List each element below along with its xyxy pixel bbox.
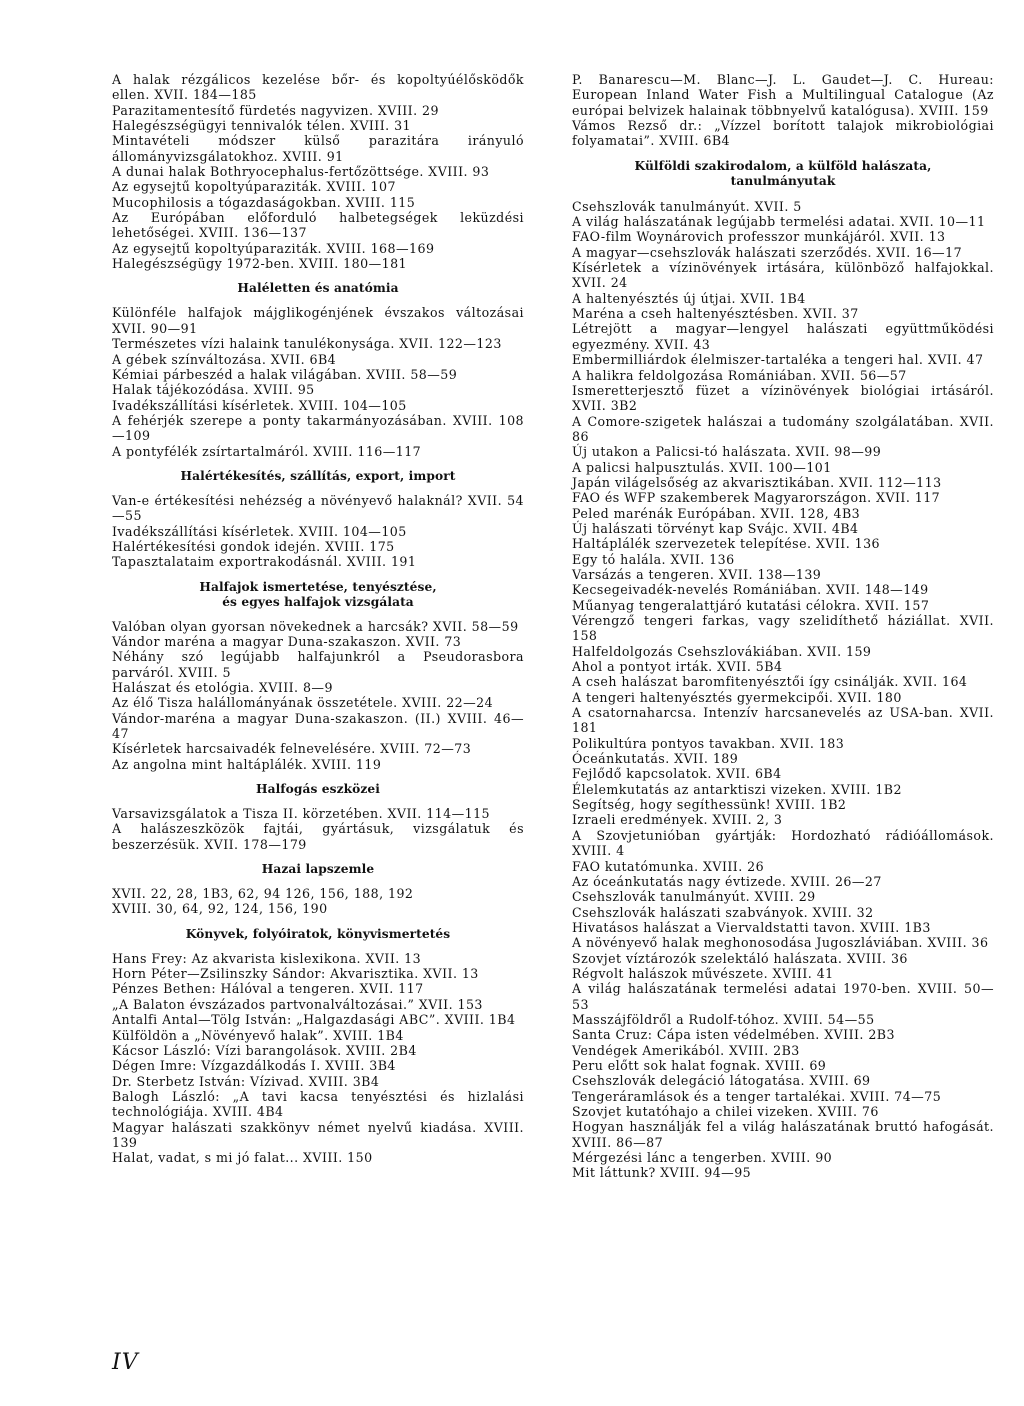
index-entry: Ismeretterjesztő füzet a vízinövények biológiai irtásáról. XVII. 3B2 bbox=[572, 382, 994, 414]
index-entry: Létrejött a magyar—lengyel halászati együttműködési egyezmény. XVII. 43 bbox=[572, 321, 994, 352]
section-heading: Könyvek, folyóiratok, könyvismertetés bbox=[185, 926, 451, 941]
index-entry: Kecsegeivadék-nevelés Romániában. XVII. 148—149 bbox=[572, 582, 929, 598]
index-entry: Vérengző tengeri farkas, vagy szelidíthető háziállat. XVII. 158 bbox=[572, 613, 994, 644]
index-entry: Műanyag tengeralattjáró kutatási célokra. XVII. 157 bbox=[572, 597, 930, 613]
index-entry: Dégen Imre: Vízgazdálkodás I. XVIII. 3B4 bbox=[112, 1058, 396, 1074]
index-entry: Halak tájékozódása. XVIII. 95 bbox=[112, 382, 315, 398]
index-entry: Pénzes Bethen: Hálóval a tengeren. XVII. 117 bbox=[112, 981, 424, 997]
index-entry: Egy tó halála. XVII. 136 bbox=[572, 551, 735, 567]
index-entry: XVII. 22, 28, 1B3, 62, 94 126, 156, 188, 192 bbox=[112, 886, 414, 902]
index-entry: Az Európában előforduló halbetegségek leküzdési lehetőségei. XVIII. 136—137 bbox=[112, 210, 524, 241]
index-entry: Kémiai párbeszéd a halak világában. XVIII. 58—59 bbox=[112, 366, 458, 382]
index-entry: A világ halászatának legújabb termelési adatai. XVII. 10—11 bbox=[572, 214, 986, 230]
index-entry: Hogyan használják fel a világ halászatának bruttó hafogását. XVIII. 86—87 bbox=[572, 1119, 994, 1150]
index-entry: Óceánkutatás. XVII. 189 bbox=[572, 751, 739, 767]
index-entry: Tengeráramlások és a tenger tartalékai. XVIII. 74—75 bbox=[572, 1088, 942, 1104]
index-entry: Embermilliárdok élelmiszer-tartaléka a tengeri hal. XVII. 47 bbox=[572, 352, 984, 368]
index-entry: Régvolt halászok művészete. XVIII. 41 bbox=[572, 965, 834, 981]
index-entry: A Comore-szigetek halászai a tudomány szolgálatában. XVII. 86 bbox=[572, 413, 994, 444]
index-entry: „A Balaton évszázados partvonalváltozásai.” XVII. 153 bbox=[112, 996, 483, 1012]
index-entry: A világ halászatának termelési adatai 1970-ben. XVIII. 50—53 bbox=[572, 981, 994, 1012]
index-entry: Mit láttunk? XVIII. 94—95 bbox=[572, 1165, 752, 1181]
index-entry: A halászeszközök fajtái, gyártásuk, vizsgálatuk és beszerzésük. XVII. 178—179 bbox=[112, 821, 524, 852]
index-entry: Parazitamentesítő fürdetés nagyvizen. XVIII. 29 bbox=[112, 102, 439, 118]
index-entry: Az egysejtű kopoltyúparaziták. XVIII. 107 bbox=[112, 179, 396, 195]
index-entry: Maréna a cseh haltenyésztésben. XVII. 37 bbox=[572, 306, 859, 322]
index-entry: Halegészségügy 1972-ben. XVIII. 180—181 bbox=[112, 256, 407, 272]
index-entry: Ivadékszállítási kísérletek. XVIII. 104—105 bbox=[112, 523, 407, 539]
index-entry: Antalfi Antal—Tölg István: „Halgazdasági ABC”. XVIII. 1B4 bbox=[112, 1012, 516, 1028]
section-heading: Halértékesítés, szállítás, export, import bbox=[180, 468, 456, 483]
index-entry: Csehszlovák tanulmányút. XVII. 5 bbox=[572, 198, 802, 214]
index-entry: Fejlődő kapcsolatok. XVII. 6B4 bbox=[572, 766, 782, 782]
index-entry: Az egysejtű kopoltyúparaziták. XVIII. 168—169 bbox=[112, 240, 435, 256]
index-entry: XVIII. 30, 64, 92, 124, 156, 190 bbox=[112, 901, 328, 917]
index-entry: Csehszlovák delegáció látogatása. XVIII. 69 bbox=[572, 1073, 871, 1089]
index-entry: Japán világelsőség az akvarisztikában. XVII. 112—113 bbox=[572, 474, 942, 490]
index-entry: Van-e értékesítési nehézség a növényevő halaknál? XVII. 54—55 bbox=[112, 492, 524, 524]
index-entry: Varsázás a tengeren. XVII. 138—139 bbox=[572, 566, 822, 582]
index-entry: Santa Cruz: Cápa isten védelmében. XVIII. 2B3 bbox=[572, 1027, 895, 1043]
index-entry: Kísérletek a vízinövények irtására, különböző halfajokkal. XVII. 24 bbox=[572, 260, 994, 291]
index-entry: Új halászati törvényt kap Svájc. XVII. 4B4 bbox=[572, 520, 859, 536]
index-entry: A pontyfélék zsírtartalmáról. XVIII. 116—117 bbox=[112, 443, 422, 459]
section-heading: Halfajok ismertetése, tenyésztése, és egyes halfajok vizsgálata bbox=[199, 579, 437, 609]
index-entry: Csehszlovák tanulmányút. XVIII. 29 bbox=[572, 889, 816, 905]
left-column bbox=[112, 72, 524, 1166]
index-entry: A halikra feldolgozása Romániában. XVII. 56—57 bbox=[572, 367, 907, 383]
index-entry: Mintavételi módszer külső parazitára irányuló állományvizsgálatokhoz. XVIII. 91 bbox=[112, 133, 524, 164]
index-entry: Természetes vízi halaink tanulékonysága. XVII. 122—123 bbox=[112, 336, 502, 352]
section-heading: Halfogás eszközei bbox=[255, 782, 381, 797]
index-entry: A tengeri haltenyésztés gyermekcipői. XVII. 180 bbox=[572, 689, 902, 705]
index-entry: Új utakon a Palicsi-tó halászata. XVII. 98—99 bbox=[572, 444, 882, 460]
index-entry: Halfeldolgozás Csehszlovákiában. XVII. 159 bbox=[572, 643, 872, 659]
index-entry: A Szovjetunióban gyártják: Hordozható rádióállomások. XVIII. 4 bbox=[572, 827, 994, 859]
index-entry: P. Banarescu—M. Blanc—J. L. Gaudet—J. C. Hureau: European Inland Water Fish a Multilingual Catalogue (Az európai belvizek halainak többnyelvű katalógusa). XVIII. 159 bbox=[572, 72, 994, 118]
index-entry: Halászat és etológia. XVIII. 8—9 bbox=[112, 680, 333, 695]
index-entry: A halak rézgálicos kezelése bőr- és kopoltyúélősködők ellen. XVII. 184—185 bbox=[112, 72, 524, 103]
index-entry: Tapasztalataim exportrakodásnál. XVIII. 191 bbox=[112, 554, 417, 570]
index-entry: Haltáplálék szervezetek telepítése. XVII. 136 bbox=[572, 536, 880, 552]
index-entry: Masszájföldről a Rudolf-tóhoz. XVIII. 54—55 bbox=[572, 1011, 875, 1027]
index-entry: Hans Frey: Az akvarista kislexikona. XVII. 13 bbox=[112, 950, 422, 966]
index-entry: Varsavizsgálatok a Tisza II. körzetében. XVII. 114—115 bbox=[112, 806, 491, 822]
section-heading: Külföldi szakirodalom, a külföld halászata, tanulmányutak bbox=[634, 158, 932, 188]
section-heading: Haléletten és anatómia bbox=[237, 281, 399, 296]
index-entry: A gébek színváltozása. XVII. 6B4 bbox=[112, 351, 337, 367]
index-entry: Mérgezési lánc a tengerben. XVIII. 90 bbox=[572, 1150, 833, 1166]
index-entry: Az élő Tisza halállományának összetétele. XVIII. 22—24 bbox=[112, 695, 494, 711]
index-entry: FAO kutatómunka. XVIII. 26 bbox=[572, 858, 765, 874]
section-heading: Hazai lapszemle bbox=[261, 862, 375, 877]
index-entry: Mucophilosis a tógazdaságokban. XVIII. 115 bbox=[112, 194, 416, 210]
index-entry: Izraeli eredmények. XVIII. 2, 3 bbox=[572, 812, 783, 828]
index-entry: Magyar halászati szakkönyv német nyelvű kiadása. XVIII. 139 bbox=[112, 1119, 524, 1150]
index-entry: Az óceánkutatás nagy évtizede. XVIII. 26—27 bbox=[572, 873, 882, 889]
index-entry: Csehszlovák halászati szabványok. XVIII. 32 bbox=[572, 904, 874, 920]
index-entry: Vámos Rezső dr.: „Vízzel borított talajok mikrobiológiai folyamatai”. XVIII. 6B4 bbox=[572, 118, 994, 149]
index-entry: Ahol a pontyot irták. XVII. 5B4 bbox=[572, 659, 783, 675]
index-entry: A növényevő halak meghonosodása Jugoszláviában. XVIII. 36 bbox=[572, 935, 989, 951]
index-entry: Halértékesítési gondok idején. XVIII. 175 bbox=[112, 538, 395, 554]
index-entry: Halat, vadat, s mi jó falat... XVIII. 150 bbox=[112, 1150, 373, 1166]
index-entry: Kísérletek harcsaivadék felnevelésére. XVIII. 72—73 bbox=[112, 741, 472, 757]
page-number: IV bbox=[112, 1350, 139, 1375]
index-entry: A magyar—csehszlovák halászati szerződés. XVII. 16—17 bbox=[572, 244, 963, 260]
index-entry: FAO és WFP szakemberek Magyarországon. XVII. 117 bbox=[572, 490, 941, 506]
index-entry: Különféle halfajok májglikogénjének évszakos változásai XVII. 90—91 bbox=[112, 305, 524, 336]
index-entry: A fehérjék szerepe a ponty takarmányozásában. XVIII. 108—109 bbox=[112, 412, 524, 444]
index-entry: A haltenyésztés új útjai. XVII. 1B4 bbox=[572, 290, 806, 306]
index-entry: Kácsor László: Vízi barangolások. XVIII. 2B4 bbox=[112, 1042, 417, 1058]
index-entry: Néhány szó legújabb halfajunkról a Pseudorasbora parváról. XVIII. 5 bbox=[112, 649, 524, 680]
index-entry: Halegészségügyi tennivalók télen. XVIII. 31 bbox=[112, 118, 411, 134]
index-entry: FAO-film Woynárovich professzor munkájáról. XVII. 13 bbox=[572, 229, 946, 245]
index-entry: A cseh halászat baromfitenyésztői így csinálják. XVII. 164 bbox=[572, 674, 968, 690]
index-entry: Vendégek Amerikából. XVIII. 2B3 bbox=[572, 1042, 800, 1058]
index-entry: Az angolna mint haltáplálék. XVIII. 119 bbox=[112, 756, 382, 772]
index-entry: Dr. Sterbetz István: Vízivad. XVIII. 3B4 bbox=[112, 1073, 380, 1089]
index-entry: Külföldön a „Növényevő halak”. XVIII. 1B4 bbox=[112, 1027, 404, 1043]
index-entry: Polikultúra pontyos tavakban. XVII. 183 bbox=[572, 735, 845, 751]
index-entry: Hivatásos halászat a Viervaldstatti tavon. XVIII. 1B3 bbox=[572, 919, 931, 935]
index-entry: A dunai halak Bothryocephalus-fertőzöttsége. XVIII. 93 bbox=[112, 164, 490, 180]
index-entry: Vándor-maréna a magyar Duna-szakaszon. (II.) XVIII. 46—47 bbox=[112, 710, 524, 742]
index-entry: Peled marénák Európában. XVII. 128, 4B3 bbox=[572, 505, 861, 521]
index-entry: Peru előtt sok halat fognak. XVIII. 69 bbox=[572, 1057, 827, 1073]
index-entry: Élelemkutatás az antarktiszi vizeken. XVIII. 1B2 bbox=[572, 781, 902, 797]
index-entry: Vándor maréna a magyar Duna-szakaszon. XVII. 73 bbox=[112, 633, 462, 649]
index-entry: Balogh László: „A tavi kacsa tenyésztési és hizlalási technológiája. XVIII. 4B4 bbox=[112, 1088, 524, 1120]
index-entry: Ivadékszállítási kísérletek. XVIII. 104—105 bbox=[112, 397, 407, 413]
index-entry: Szovjet víztározók szelektáló halászata. XVIII. 36 bbox=[572, 950, 908, 966]
index-entry: Segítség, hogy segíthessünk! XVIII. 1B2 bbox=[572, 797, 847, 813]
index-entry: A csatornaharcsa. Intenzív harcsanevelés az USA-ban. XVII. 181 bbox=[572, 705, 994, 736]
index-entry: Szovjet kutatóhajo a chilei vizeken. XVIII. 76 bbox=[572, 1104, 879, 1119]
index-entry: Valóban olyan gyorsan növekednek a harcsák? XVII. 58—59 bbox=[112, 618, 519, 634]
index-entry: A palicsi halpusztulás. XVII. 100—101 bbox=[572, 459, 832, 475]
right-column bbox=[572, 72, 994, 1181]
index-entry: Horn Péter—Zsilinszky Sándor: Akvarisztika. XVII. 13 bbox=[112, 966, 479, 982]
